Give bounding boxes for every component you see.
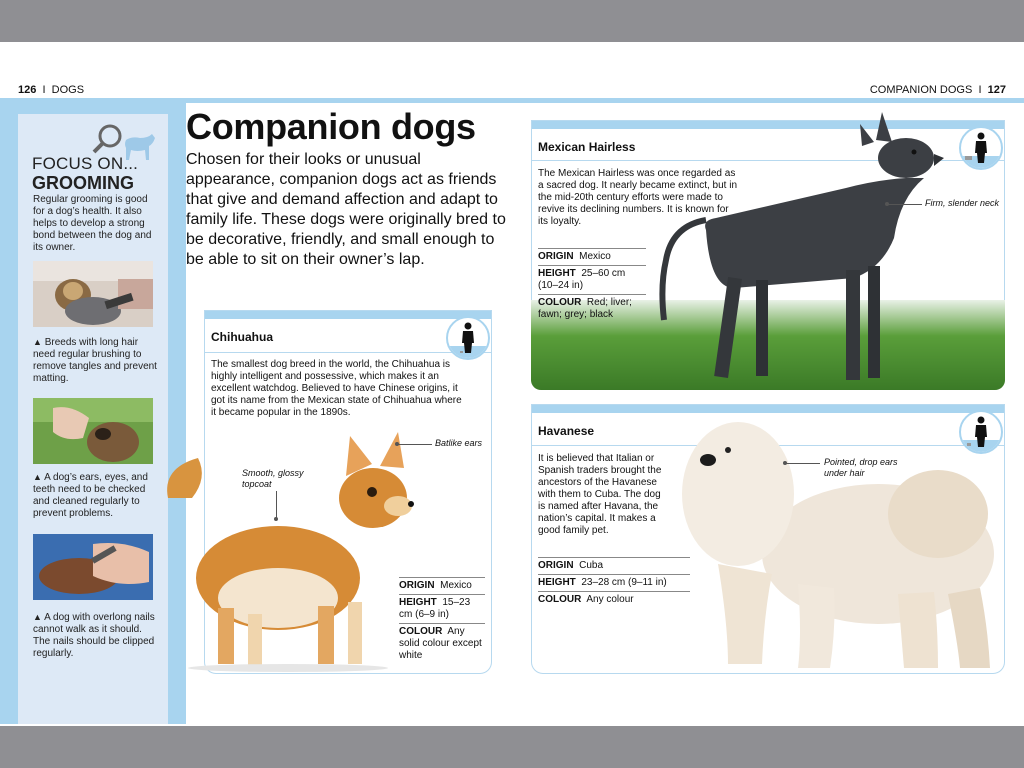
colour-row: [538, 591, 690, 608]
right-page-header: [870, 84, 1006, 96]
height-row: [538, 574, 690, 591]
mexican-hairless-facts: [538, 248, 646, 323]
origin-value: Mexico: [440, 580, 472, 591]
havanese-facts: [538, 557, 690, 608]
origin-row: [399, 577, 485, 594]
header-separator: I: [978, 84, 982, 96]
havanese-description: It is believed that Italian or Spanish traders brought the ancestors of the Havanese with them to Cuba. The dog is named after Havana, the nation’s capital. It makes a good family pet.: [538, 453, 662, 536]
colour-value: Any solid colour except white: [399, 626, 482, 661]
left-section-label: DOGS: [51, 84, 85, 96]
ear-check-caption: [33, 471, 158, 520]
height-label: HEIGHT: [538, 268, 576, 279]
nail-clip-caption: [33, 611, 158, 660]
size-comparison-icon: [446, 316, 490, 360]
chihuahua-facts: [399, 577, 485, 664]
right-page-number: 127: [987, 84, 1006, 96]
havanese-photo: [678, 414, 1000, 672]
annotation-leader: [786, 463, 820, 464]
size-comparison-icon: [959, 126, 1003, 170]
ear-check-caption-text: A dog’s ears, eyes, and teeth need to be checked and cleaned regularly to prevent problems.: [33, 472, 148, 519]
height-value: 15–23 cm (6–9 in): [399, 597, 471, 620]
mexican-hairless-neck-annotation: Firm, slender neck: [925, 198, 1000, 208]
colour-row: [399, 623, 485, 664]
chihuahua-description: The smallest dog breed in the world, the Chihuahua is highly intelligent and possessive, which makes it an excellent watchdog. Believed to have Chinese origins, it got its name from the Mexican state of Chihuahua where it became popular in the 1890s.: [211, 359, 462, 418]
height-label: HEIGHT: [399, 597, 437, 608]
caption-marker: ▲: [33, 337, 42, 347]
annotation-leader: [398, 444, 432, 445]
origin-label: ORIGIN: [538, 560, 574, 571]
height-value: 25–60 cm (10–24 in): [538, 268, 626, 291]
chihuahua-name: Chihuahua: [211, 330, 273, 344]
mexican-hairless-photo: [636, 110, 948, 388]
colour-value: Red; liver; fawn; grey; black: [538, 297, 632, 320]
origin-row: [538, 557, 690, 574]
colour-value: Any colour: [586, 594, 634, 605]
nail-clip-photo: [33, 534, 153, 600]
origin-value: Mexico: [579, 251, 611, 262]
caption-marker: ▲: [33, 612, 42, 622]
mexican-hairless-name: Mexican Hairless: [538, 140, 636, 154]
focus-title: GROOMING: [32, 173, 134, 193]
focus-intro-text: Regular grooming is good for a dog’s health. It also helps to develop a strong bond between the dog and its owner.: [33, 194, 152, 253]
height-value: 23–28 cm (9–11 in): [581, 577, 667, 588]
intro-text: Chosen for their looks or unusual appearance, companion dogs act as friends that give and demand affection and adapt to family life. These dogs were originally bred to be decorative, friendly, and small enough to be able to sit on their owner’s lap.: [186, 151, 506, 268]
chihuahua-ears-annotation: Batlike ears: [435, 438, 483, 448]
header-separator: I: [42, 84, 46, 96]
mexican-hairless-description: The Mexican Hairless was once regarded as a sacred dog. It nearly became extinct, but in the mid-20th century efforts were made to revive its declining numbers. It is known for its loyalty.: [538, 168, 737, 227]
focus-heading: FOCUS ON...: [32, 154, 139, 173]
annotation-leader: [888, 204, 922, 205]
colour-label: COLOUR: [399, 626, 443, 637]
origin-label: ORIGIN: [538, 251, 574, 262]
annotation-leader: [276, 491, 277, 519]
brushing-photo: [33, 261, 153, 327]
annotation-dot: [274, 517, 278, 521]
brushing-caption: [33, 336, 158, 385]
origin-value: Cuba: [579, 560, 604, 571]
left-page-header: [18, 84, 84, 96]
chihuahua-coat-annotation: Smooth, glossy topcoat: [242, 468, 304, 489]
ear-check-photo: [33, 398, 153, 464]
card-top-bar: [532, 405, 1004, 413]
page-title: Companion dogs: [186, 106, 476, 147]
colour-label: COLOUR: [538, 594, 582, 605]
havanese-name: Havanese: [538, 424, 595, 438]
origin-row: [538, 248, 646, 265]
colour-row: [538, 294, 646, 323]
height-label: HEIGHT: [538, 577, 576, 588]
right-section-label: COMPANION DOGS: [869, 84, 973, 96]
origin-label: ORIGIN: [399, 580, 435, 591]
left-page-number: 126: [18, 84, 37, 96]
brushing-caption-text: Breeds with long hair need regular brushing to remove tangles and prevent matting.: [33, 337, 157, 384]
annotation-dot: [885, 202, 889, 206]
annotation-dot: [395, 442, 399, 446]
caption-marker: ▲: [33, 472, 42, 482]
height-row: [538, 265, 646, 294]
havanese-ears-annotation: Pointed, drop ears under hair: [824, 457, 898, 478]
chihuahua-photo: [158, 428, 418, 676]
nail-clip-caption-text: A dog with overlong nails cannot walk as it should. The nails should be clipped regularly.: [33, 612, 155, 659]
colour-label: COLOUR: [538, 297, 582, 308]
annotation-dot: [783, 461, 787, 465]
height-row: [399, 594, 485, 623]
